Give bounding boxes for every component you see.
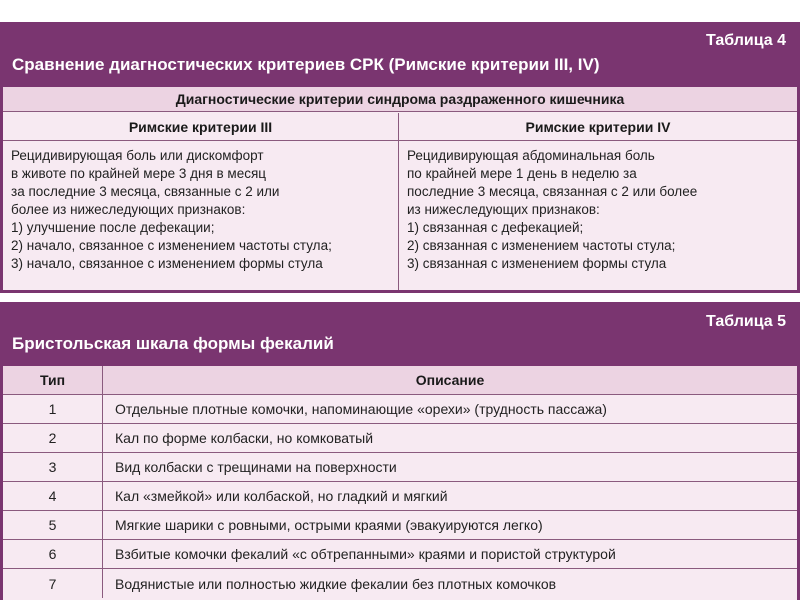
- table-header: Диагностические критерии синдрома раздраженного кишечника: [3, 87, 797, 112]
- table-body: [3, 366, 797, 600]
- table-row: [3, 453, 797, 482]
- table-caption: Таблица 4: [705, 32, 786, 49]
- criteria-rome-iv: Рецидивирующая абдоминальная боль по крайней мере 1 день в неделю за последние 3 месяца, связанная с 2 или более из нижеследующих признаков: 1) связанная с дефекацией; 2) связанная с изменением частоты стула; 3) связанная с изменением формы стула: [407, 148, 698, 271]
- description-cell: Взбитые комочки фекалий «с обтрепанными» краями и пористой структурой: [115, 546, 616, 562]
- table-row: [3, 511, 797, 540]
- type-cell: 3: [3, 453, 103, 481]
- table-header-row: [3, 366, 797, 395]
- column-header-rome-iv: Римские критерии IV: [399, 113, 797, 141]
- criteria-rome-iii: Рецидивирующая боль или дискомфорт в животе по крайней мере 3 дня в месяц за последние 3 месяца, связанные с 2 или более из нижеследующих признаков: 1) улучшение после дефекации; 2) начало, связанное с изменением частоты стула; 3) начало, связанное с изменением формы стула: [3, 141, 399, 290]
- table-row: [3, 540, 797, 569]
- description-cell: Кал «змейкой» или колбаской, но гладкий и мягкий: [115, 488, 448, 504]
- table-title: Сравнение диагностических критериев СРК (Римские критерии III, IV): [12, 55, 600, 74]
- type-cell: 2: [3, 424, 103, 452]
- table-body: [3, 87, 797, 290]
- table-4: [0, 22, 800, 293]
- type-cell: 6: [3, 540, 103, 568]
- type-cell: 1: [3, 395, 103, 423]
- type-cell: 4: [3, 482, 103, 510]
- table-row: [3, 569, 797, 598]
- description-cell: Вид колбаски с трещинами на поверхности: [115, 459, 397, 475]
- table-row: [3, 482, 797, 511]
- description-cell: Водянистые или полностью жидкие фекалии без плотных комочков: [115, 575, 557, 592]
- table-5: [0, 302, 800, 600]
- table-row: [3, 424, 797, 453]
- column-header-rome-iii: Римские критерии III: [3, 113, 399, 141]
- column-header-type: Тип: [3, 366, 103, 394]
- description-cell: Отдельные плотные комочки, напоминающие «орехи» (трудность пассажа): [115, 401, 607, 417]
- table-title: Бристольская шкала формы фекалий: [12, 334, 334, 353]
- description-cell: Мягкие шарики с ровными, острыми краями (эвакуируются легко): [115, 517, 543, 533]
- description-cell: Кал по форме колбаски, но комковатый: [115, 430, 374, 446]
- table-row: [3, 395, 797, 424]
- table-caption: Таблица 5: [705, 313, 786, 330]
- column-header-description: Описание: [415, 372, 485, 388]
- type-cell: 5: [3, 511, 103, 539]
- type-cell: 7: [3, 569, 103, 598]
